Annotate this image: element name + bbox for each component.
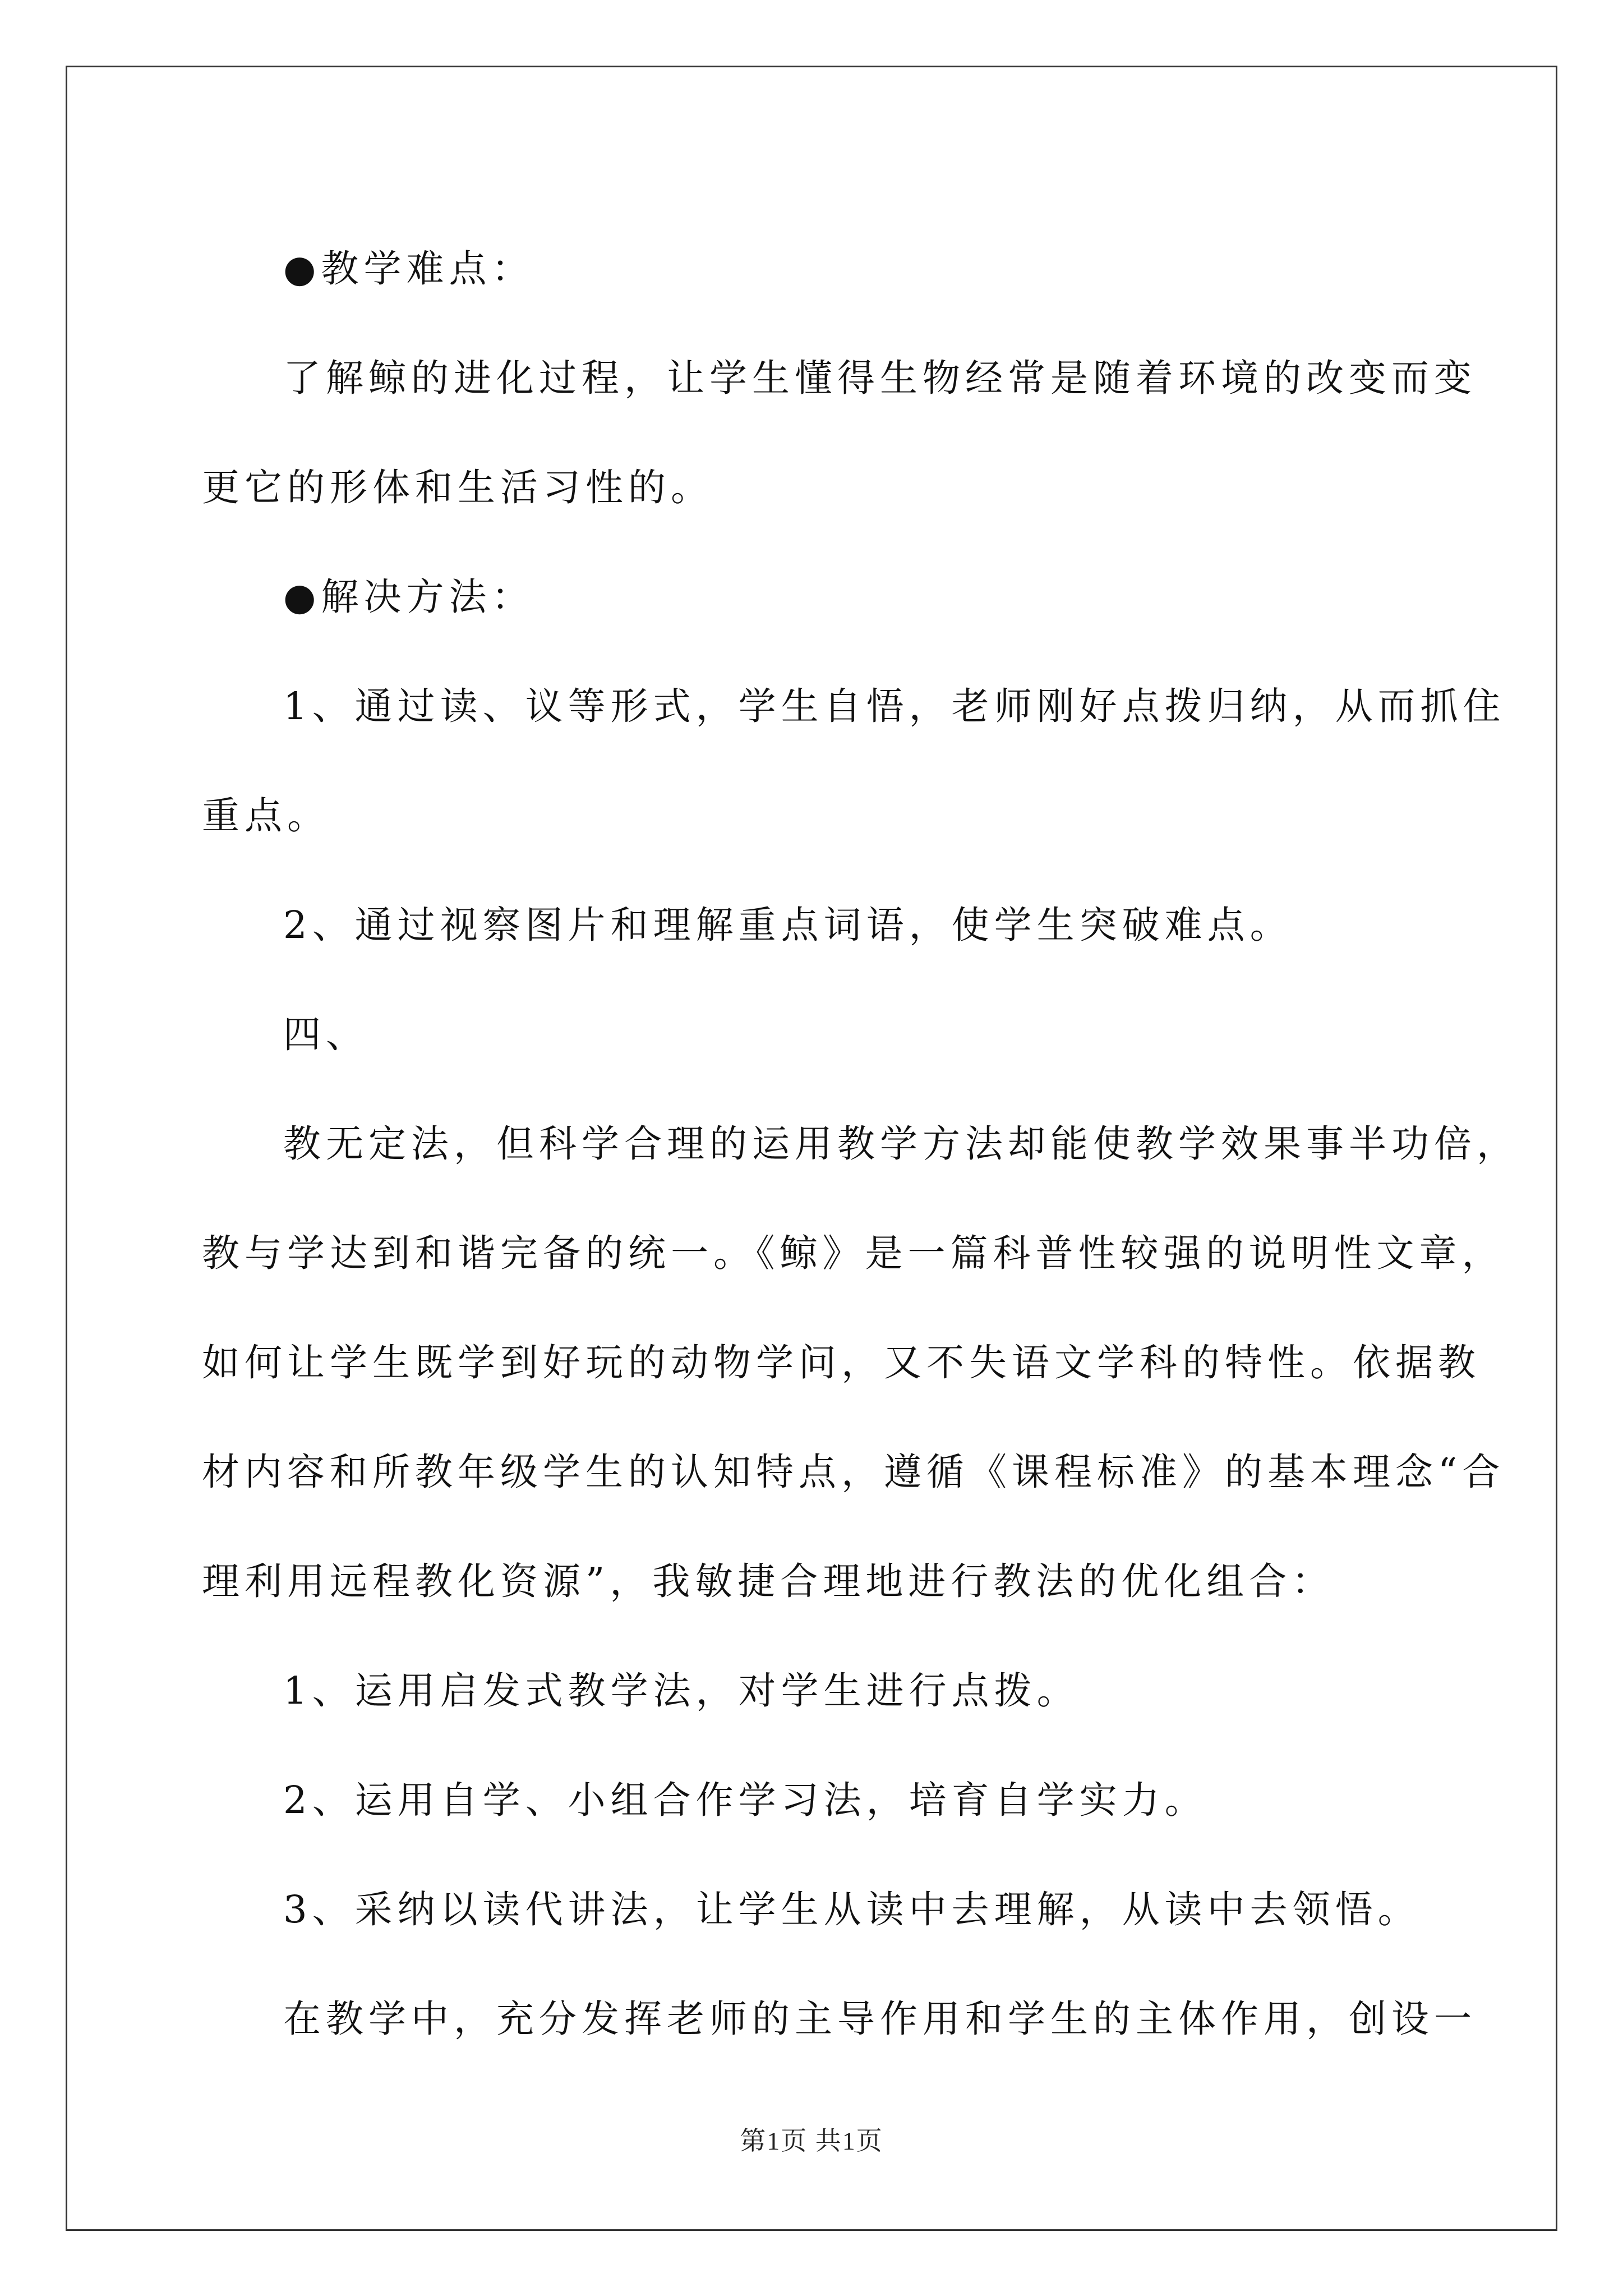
- document-body: [202, 214, 1519, 2074]
- paragraph-line: 2、运用自学、小组合作学习法，培育自学实力。: [283, 1778, 1207, 1822]
- paragraph-line: 教与学达到和谐完备的统一。《鲸》是一篇科普性较强的说明性文章，: [202, 1231, 1505, 1275]
- paragraph-line: 理利用远程教化资源”，我敏捷合理地进行教法的优化组合：: [202, 1559, 1335, 1603]
- page-footer: 第1页 共1页: [740, 2127, 883, 2155]
- paragraph-line: 3、采纳以读代讲法，让学生从读中去理解，从读中去领悟。: [283, 1888, 1421, 1931]
- paragraph-line: 重点。: [202, 794, 330, 838]
- paragraph-line: 1、运用启发式教学法，对学生进行点拨。: [283, 1669, 1080, 1713]
- paragraph-line: 在教学中，充分发挥老师的主导作用和学生的主体作用，创设一: [283, 1997, 1477, 2041]
- paragraph-line: 更它的形体和生活习性的。: [202, 466, 713, 509]
- paragraph-line: 材内容和所教年级学生的认知特点，遵循《课程标准》的基本理念“合: [202, 1450, 1505, 1494]
- paragraph-line: ●教学难点：: [283, 247, 534, 291]
- paragraph-line: 如何让学生既学到好玩的动物学问，又不失语文学科的特性。依据教: [202, 1341, 1481, 1384]
- paragraph-line: ●解决方法：: [283, 575, 534, 619]
- paragraph-line: 2、通过视察图片和理解重点词语，使学生突破难点。: [283, 903, 1293, 947]
- paragraph-line: 教无定法，但科学合理的运用教学方法却能使教学效果事半功倍，: [283, 1122, 1519, 1166]
- paragraph-line: 了解鲸的进化过程，让学生懂得生物经常是随着环境的改变而变: [283, 356, 1477, 400]
- section-heading: 四、: [283, 1013, 368, 1056]
- paragraph-line: 1、通过读、议等形式，学生自悟，老师刚好点拨归纳，从而抓住: [283, 684, 1506, 728]
